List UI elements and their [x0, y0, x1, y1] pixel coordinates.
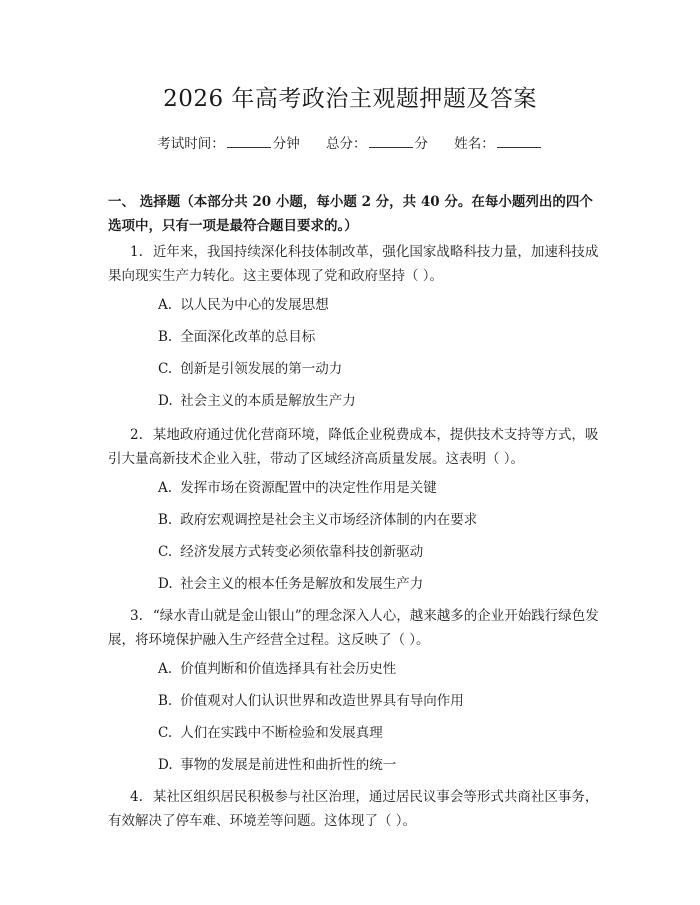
option-text: 创新是引领发展的第一动力 — [180, 361, 343, 377]
name-label: 姓名： — [454, 136, 495, 152]
option-letter: B. — [158, 693, 173, 709]
option-text: 以人民为中心的发展思想 — [180, 297, 329, 313]
option-letter: D. — [158, 576, 173, 592]
option-1d — [158, 391, 356, 411]
option-3b — [158, 691, 464, 711]
question-1 — [108, 240, 606, 288]
option-text: 价值观对人们认识世界和改造世界具有导向作用 — [180, 693, 464, 709]
question-stem: 某社区组织居民积极参与社区治理，通过居民议事会等形式共商社区事务，有效解决了停车难、环境差等问题。这体现了（ ）。 — [108, 789, 599, 829]
question-number: 2. — [130, 427, 143, 443]
option-1a — [158, 295, 329, 315]
option-letter: D. — [158, 393, 173, 409]
option-2d — [158, 574, 423, 594]
score-blank — [369, 135, 413, 148]
option-text: 社会主义的本质是解放生产力 — [180, 393, 356, 409]
score-label: 总分： — [326, 136, 367, 152]
question-stem: “绿水青山就是金山银山”的理念深入人心，越来越多的企业开始践行绿色发展，将环境保护融入生产经营全过程。这反映了（ ）。 — [108, 608, 599, 648]
option-2b — [158, 510, 477, 530]
option-2a — [158, 478, 437, 498]
option-3c — [158, 723, 383, 743]
option-letter: C. — [158, 544, 173, 560]
question-4 — [108, 785, 606, 833]
total-score — [326, 136, 428, 152]
question-stem: 某地政府通过优化营商环境，降低企业税费成本，提供技术支持等方式，吸引大量高新技术企业入驻，带动了区域经济高质量发展。这表明（ ）。 — [108, 427, 599, 467]
student-name — [454, 136, 543, 152]
option-text: 人们在实践中不断检验和发展真理 — [180, 725, 383, 741]
option-text: 全面深化改革的总目标 — [180, 329, 316, 345]
time-blank — [227, 135, 271, 148]
exam-time — [157, 136, 300, 152]
option-text: 政府宏观调控是社会主义市场经济体制的内在要求 — [180, 512, 478, 528]
option-letter: A. — [158, 297, 173, 313]
question-stem: 近年来，我国持续深化科技体制改革，强化国家战略科技力量，加速科技成果向现实生产力转化。这主要体现了党和政府坚持（ ）。 — [108, 244, 599, 284]
section-heading: 一、 选择题（本部分共 20 小题，每小题 2 分，共 40 分。在每小题列出的四个选项中，只有一项是最符合题目要求的。） — [108, 194, 593, 234]
option-letter: A. — [158, 480, 173, 496]
option-text: 社会主义的根本任务是解放和发展生产力 — [180, 576, 424, 592]
question-number: 4. — [130, 789, 143, 805]
option-text: 发挥市场在资源配置中的决定性作用是关键 — [180, 480, 437, 496]
time-unit: 分钟 — [272, 136, 300, 152]
option-1b — [158, 327, 315, 347]
time-label: 考试时间： — [157, 136, 225, 152]
question-number: 3. — [130, 608, 143, 624]
question-2 — [108, 423, 606, 471]
option-letter: A. — [158, 661, 173, 677]
option-text: 价值判断和价值选择具有社会历史性 — [180, 661, 397, 677]
option-letter: B. — [158, 512, 173, 528]
option-3a — [158, 659, 396, 679]
option-text: 经济发展方式转变必须依靠科技创新驱动 — [180, 544, 424, 560]
option-3d — [158, 755, 396, 775]
question-3 — [108, 604, 606, 652]
page-title: 2026 年高考政治主观题押题及答案 — [163, 86, 537, 112]
exam-meta — [0, 132, 700, 152]
option-2c — [158, 542, 423, 562]
option-letter: C. — [158, 361, 173, 377]
option-text: 事物的发展是前进性和曲折性的统一 — [180, 757, 397, 773]
option-1c — [158, 359, 342, 379]
question-number: 1. — [130, 244, 143, 260]
option-letter: B. — [158, 329, 173, 345]
option-letter: C. — [158, 725, 173, 741]
name-blank — [497, 135, 541, 148]
score-unit: 分 — [414, 136, 428, 152]
option-letter: D. — [158, 757, 173, 773]
